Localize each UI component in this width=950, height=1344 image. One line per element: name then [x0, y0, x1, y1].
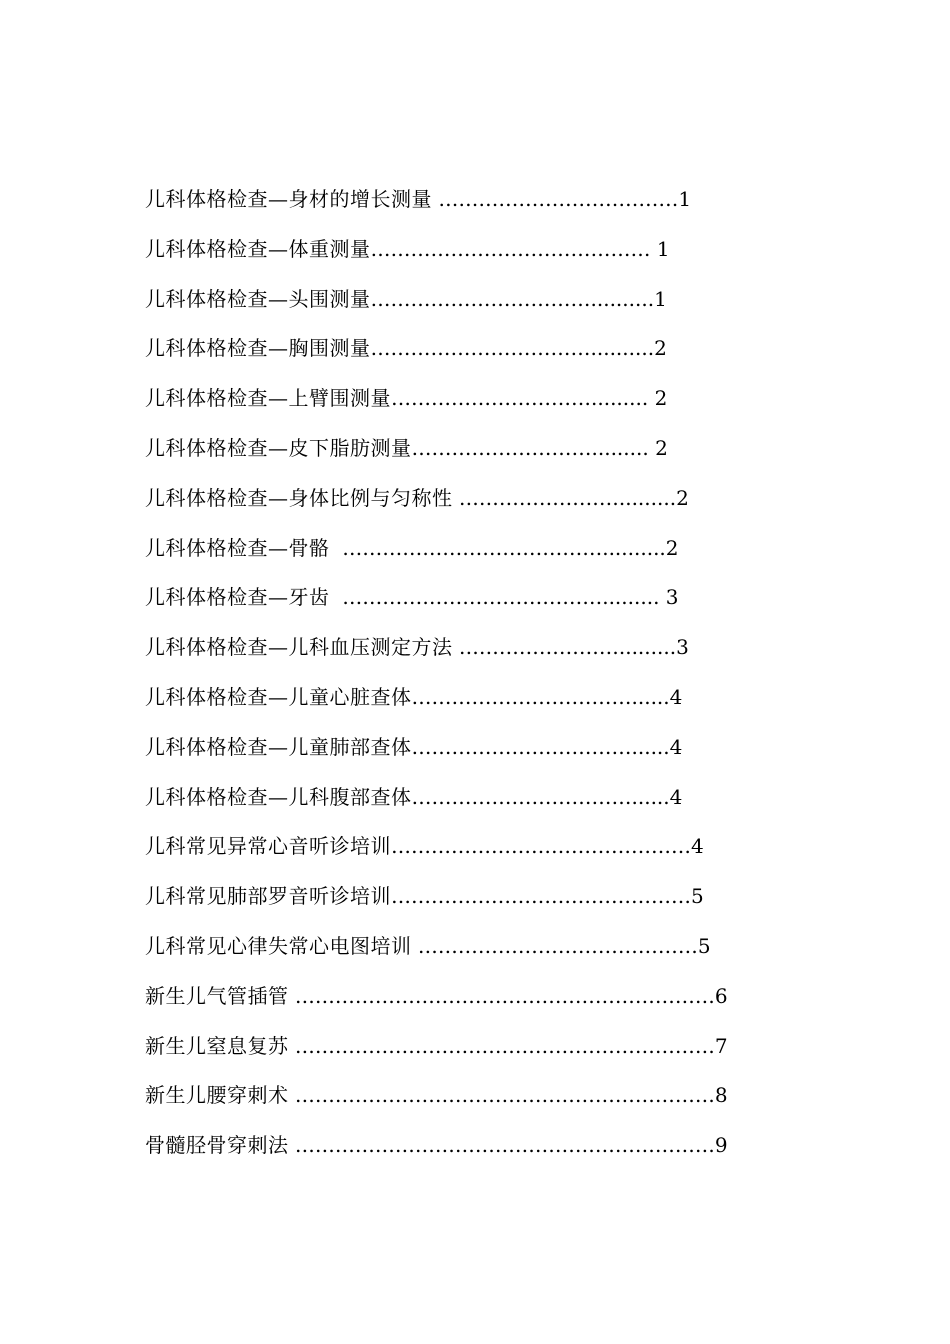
toc-entry-page: 2	[676, 485, 689, 510]
toc-entry	[145, 180, 805, 230]
toc-entry	[145, 578, 805, 628]
toc-entry-leader: ………………………………………	[391, 834, 691, 859]
toc-entry-title: 儿科常见肺部罗音听诊培训	[145, 884, 391, 909]
toc-entry-leader: ………………………………………………………	[288, 983, 715, 1008]
toc-entry-leader: ………………………………………………………	[288, 1133, 715, 1158]
toc-entry-title: 儿科常见异常心音听诊培训	[145, 834, 391, 859]
toc-entry-page: 1	[654, 286, 667, 311]
toc-entry-page: 9	[714, 1133, 728, 1158]
table-of-contents	[145, 180, 805, 1176]
toc-entry-title: 新生儿气管插管	[145, 983, 289, 1008]
toc-entry-page: 2	[655, 435, 668, 460]
toc-entry-page: 2	[665, 535, 679, 560]
toc-entry-title: 儿科体格检查—体重测量	[145, 236, 371, 261]
toc-entry-leader: ……………………….........	[411, 435, 656, 460]
toc-entry-title: 儿科体格检查—牙齿	[145, 585, 330, 610]
toc-entry-title: 骨髓胫骨穿刺法	[145, 1133, 289, 1158]
toc-entry-title: 儿科体格检查—上臂围测量	[145, 386, 391, 411]
toc-entry-leader: ………………………………………	[391, 884, 691, 909]
toc-entry-title: 新生儿腰穿刺术	[145, 1083, 289, 1108]
toc-entry	[145, 479, 805, 529]
toc-entry	[145, 927, 805, 977]
toc-entry-leader: ………………………….........	[391, 386, 655, 411]
toc-entry-leader: ……………………………......	[411, 734, 670, 759]
toc-entry	[145, 329, 805, 379]
toc-entry-leader: …………………….........	[452, 485, 677, 510]
toc-entry-leader: …………………………………..........	[329, 535, 666, 560]
toc-entry-title: 儿科体格检查—儿科腹部查体	[145, 784, 412, 809]
toc-entry-page: 7	[714, 1033, 728, 1058]
toc-entry-page: 4	[669, 684, 683, 709]
toc-entry-page: 3	[665, 585, 679, 610]
toc-entry-page: 4	[669, 734, 683, 759]
toc-entry	[145, 977, 805, 1027]
toc-entry-leader: …………………….........	[452, 635, 677, 660]
toc-entry-page: 1	[656, 236, 670, 261]
toc-entry-page: 2	[654, 386, 668, 411]
toc-entry-page: 5	[697, 933, 711, 958]
toc-entry-page: 2	[654, 336, 667, 361]
toc-entry	[145, 778, 805, 828]
toc-entry-page: 4	[669, 784, 683, 809]
toc-entry-title: 儿科体格检查—皮下脂肪测量	[145, 435, 412, 460]
toc-entry	[145, 628, 805, 678]
toc-entry-leader: ……………………………......	[411, 784, 670, 809]
toc-entry	[145, 728, 805, 778]
toc-entry-title: 儿科体格检查—儿科血压测定方法	[145, 635, 453, 660]
toc-entry-title: 儿科体格检查—骨骼	[145, 535, 330, 560]
toc-entry	[145, 877, 805, 927]
toc-entry	[145, 678, 805, 728]
toc-entry-title: 儿科体格检查—儿童心脏查体	[145, 684, 412, 709]
toc-entry-leader: ……………………………………	[370, 236, 657, 261]
toc-entry	[145, 1027, 805, 1077]
toc-entry-title: 儿科体格检查—胸围测量	[145, 336, 371, 361]
toc-entry-page: 4	[691, 834, 704, 859]
toc-entry-title: 儿科体格检查—儿童肺部查体	[145, 734, 412, 759]
toc-entry	[145, 280, 805, 330]
toc-entry	[145, 1126, 805, 1176]
toc-entry	[145, 827, 805, 877]
toc-entry-leader: ………………………………………………………	[288, 1033, 715, 1058]
toc-entry-page: 1	[678, 187, 692, 211]
toc-entry-title: 新生儿窒息复苏	[145, 1033, 289, 1058]
toc-entry-leader: ………………………………………………………	[288, 1083, 715, 1108]
toc-entry-leader: ………………………………….........	[329, 585, 666, 610]
toc-entry	[145, 429, 805, 479]
toc-entry	[145, 379, 805, 429]
toc-entry-leader: ………………………………	[432, 187, 679, 211]
toc-entry	[145, 1076, 805, 1126]
toc-entry-page: 3	[676, 635, 689, 660]
toc-entry-leader: ……………………………..........	[370, 336, 655, 361]
toc-entry-title: 儿科体格检查—身材的增长测量	[145, 187, 432, 211]
toc-entry-title: 儿科体格检查—身体比例与匀称性	[145, 485, 453, 510]
toc-entry-leader: ……………………………………	[411, 933, 698, 958]
toc-entry-leader: ……………………………..........	[370, 286, 655, 311]
toc-entry-page: 5	[691, 884, 704, 909]
toc-entry-page: 8	[714, 1083, 728, 1108]
toc-entry	[145, 230, 805, 280]
toc-entry	[145, 529, 805, 579]
toc-entry-title: 儿科常见心律失常心电图培训	[145, 933, 412, 958]
toc-entry-page: 6	[714, 983, 728, 1008]
toc-entry-title: 儿科体格检查—头围测量	[145, 286, 371, 311]
toc-entry-leader: ……………………………......	[411, 684, 670, 709]
